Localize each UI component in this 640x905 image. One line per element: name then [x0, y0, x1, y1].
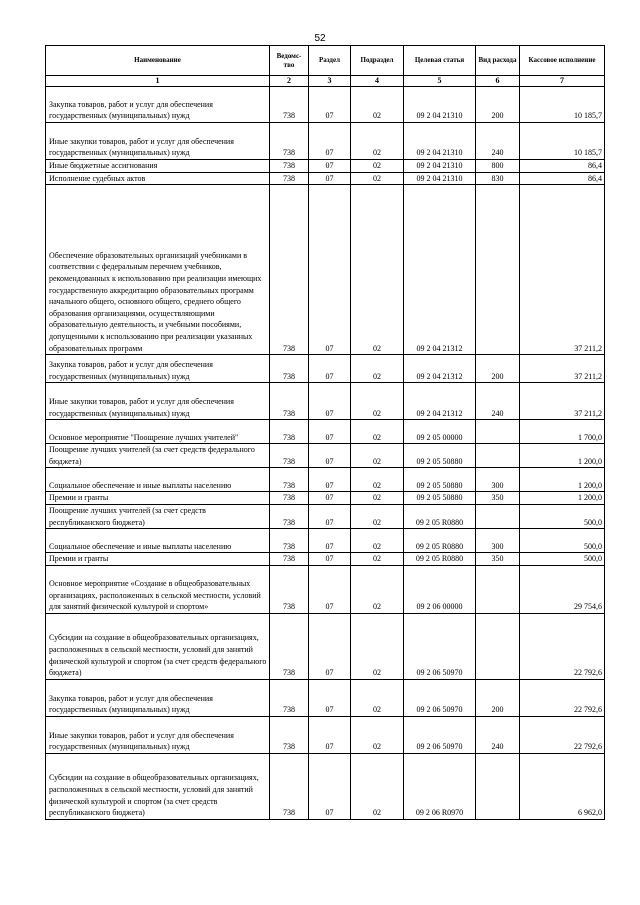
row-type-cell: [476, 504, 520, 528]
row-subsection-cell: 02: [351, 679, 404, 716]
row-type-cell: 300: [476, 468, 520, 492]
row-section-cell: 07: [309, 383, 351, 420]
row-target-cell: 09 2 04 21310: [404, 172, 476, 185]
column-number: 5: [404, 76, 476, 87]
row-amount-cell: 500,0: [520, 529, 605, 553]
table-row: [46, 185, 605, 355]
row-amount-cell: 6 962,0: [520, 753, 605, 819]
row-target-cell: 09 2 04 21312: [404, 355, 476, 383]
row-dept-cell: 738: [270, 716, 309, 753]
row-type-cell: 350: [476, 553, 520, 566]
row-subsection-cell: 02: [351, 529, 404, 553]
row-type-cell: 800: [476, 160, 520, 173]
row-type-cell: 240: [476, 123, 520, 160]
row-type-cell: [476, 565, 520, 613]
row-subsection-cell: 02: [351, 420, 404, 444]
row-target-cell: 09 2 04 21310: [404, 160, 476, 173]
row-amount-cell: 1 200,0: [520, 444, 605, 468]
row-target-cell: 09 2 04 21312: [404, 185, 476, 355]
row-section-cell: 07: [309, 613, 351, 679]
row-subsection-cell: 02: [351, 468, 404, 492]
row-type-cell: [476, 444, 520, 468]
row-name-cell: Иные закупки товаров, работ и услуг для обеспечения государственных (муниципальных) нужд: [46, 383, 270, 420]
column-number-row: [46, 76, 605, 87]
row-target-cell: 09 2 05 50880: [404, 444, 476, 468]
row-section-cell: 07: [309, 444, 351, 468]
row-dept-cell: 738: [270, 123, 309, 160]
row-name-cell: Обеспечение образовательных организаций учебниками в соответствии с федеральным перечнем учебников, рекомендованных к использованию при реализации имеющих государственную аккредитацию образовательных программ начального общего, основного общего, среднего общего образования организациями, осуществляющими образовательную деятельность, и учебными пособиями, допущенными к использованию при реализации указанных образовательных программ: [46, 185, 270, 355]
column-number: 1: [46, 76, 270, 87]
row-amount-cell: 86,4: [520, 172, 605, 185]
row-amount-cell: 37 211,2: [520, 383, 605, 420]
column-number: 2: [270, 76, 309, 87]
row-name-cell: Премии и гранты: [46, 553, 270, 566]
row-type-cell: [476, 613, 520, 679]
row-dept-cell: 738: [270, 492, 309, 505]
row-amount-cell: 10 185,7: [520, 87, 605, 123]
row-name-cell: Субсидии на создание в общеобразовательных организациях, расположенных в сельской местности, условий для занятий физической культурой и спортом (за счет средств республиканского бюджета): [46, 753, 270, 819]
row-subsection-cell: 02: [351, 565, 404, 613]
header-subsection: Подраздел: [351, 46, 404, 76]
table-row: [46, 87, 605, 123]
header-section: Раздел: [309, 46, 351, 76]
row-amount-cell: 22 792,6: [520, 613, 605, 679]
row-target-cell: 09 2 05 50880: [404, 468, 476, 492]
row-section-cell: 07: [309, 160, 351, 173]
row-type-cell: 830: [476, 172, 520, 185]
row-type-cell: 240: [476, 716, 520, 753]
row-type-cell: [476, 753, 520, 819]
row-dept-cell: 738: [270, 613, 309, 679]
table-body: [46, 87, 605, 820]
row-section-cell: 07: [309, 753, 351, 819]
row-dept-cell: 738: [270, 172, 309, 185]
table-row: [46, 716, 605, 753]
table-row: [46, 444, 605, 468]
row-section-cell: 07: [309, 553, 351, 566]
row-section-cell: 07: [309, 716, 351, 753]
row-target-cell: 09 2 05 R0880: [404, 553, 476, 566]
row-target-cell: 09 2 05 00000: [404, 420, 476, 444]
row-section-cell: 07: [309, 679, 351, 716]
row-amount-cell: 1 200,0: [520, 468, 605, 492]
table-row: [46, 529, 605, 553]
column-number: 6: [476, 76, 520, 87]
row-amount-cell: 37 211,2: [520, 185, 605, 355]
table-row: [46, 160, 605, 173]
table-row: [46, 753, 605, 819]
row-type-cell: 200: [476, 679, 520, 716]
row-section-cell: 07: [309, 504, 351, 528]
row-subsection-cell: 02: [351, 355, 404, 383]
row-dept-cell: 738: [270, 87, 309, 123]
row-subsection-cell: 02: [351, 160, 404, 173]
row-name-cell: Закупка товаров, работ и услуг для обеспечения государственных (муниципальных) нужд: [46, 355, 270, 383]
row-amount-cell: 1 700,0: [520, 420, 605, 444]
budget-table: [45, 45, 605, 820]
row-amount-cell: 22 792,6: [520, 679, 605, 716]
column-number: 3: [309, 76, 351, 87]
row-target-cell: 09 2 06 50970: [404, 679, 476, 716]
row-target-cell: 09 2 04 21310: [404, 123, 476, 160]
row-target-cell: 09 2 06 R0970: [404, 753, 476, 819]
table-row: [46, 172, 605, 185]
row-dept-cell: 738: [270, 753, 309, 819]
table-row: [46, 492, 605, 505]
row-type-cell: 300: [476, 529, 520, 553]
row-subsection-cell: 02: [351, 504, 404, 528]
row-dept-cell: 738: [270, 160, 309, 173]
table-row: [46, 420, 605, 444]
row-subsection-cell: 02: [351, 553, 404, 566]
row-type-cell: 200: [476, 355, 520, 383]
header-name: Наименование: [46, 46, 270, 76]
table-row: [46, 504, 605, 528]
row-type-cell: 350: [476, 492, 520, 505]
row-target-cell: 09 2 05 R0880: [404, 529, 476, 553]
header-target: Целевая статья: [404, 46, 476, 76]
row-name-cell: Основное мероприятие «Создание в общеобразовательных организациях, расположенных в сельской местности, условий для занятий физической культурой и спортом»: [46, 565, 270, 613]
row-section-cell: 07: [309, 468, 351, 492]
page-number: 52: [314, 33, 326, 44]
row-subsection-cell: 02: [351, 123, 404, 160]
row-name-cell: Закупка товаров, работ и услуг для обеспечения государственных (муниципальных) нужд: [46, 679, 270, 716]
row-amount-cell: 500,0: [520, 504, 605, 528]
row-name-cell: Иные бюджетные ассигнования: [46, 160, 270, 173]
table-row: [46, 553, 605, 566]
row-name-cell: Социальное обеспечение и иные выплаты населению: [46, 529, 270, 553]
row-dept-cell: 738: [270, 185, 309, 355]
row-amount-cell: 29 754,6: [520, 565, 605, 613]
header-amount: Кассовое исполнение: [520, 46, 605, 76]
row-name-cell: Закупка товаров, работ и услуг для обеспечения государственных (муниципальных) нужд: [46, 87, 270, 123]
row-type-cell: 240: [476, 383, 520, 420]
row-amount-cell: 10 185,7: [520, 123, 605, 160]
row-type-cell: [476, 420, 520, 444]
row-subsection-cell: 02: [351, 444, 404, 468]
header-row: [46, 46, 605, 76]
row-dept-cell: 738: [270, 553, 309, 566]
row-dept-cell: 738: [270, 565, 309, 613]
row-subsection-cell: 02: [351, 172, 404, 185]
row-subsection-cell: 02: [351, 492, 404, 505]
row-amount-cell: 1 200,0: [520, 492, 605, 505]
row-dept-cell: 738: [270, 355, 309, 383]
row-target-cell: 09 2 05 R0880: [404, 504, 476, 528]
row-subsection-cell: 02: [351, 383, 404, 420]
row-section-cell: 07: [309, 355, 351, 383]
row-section-cell: 07: [309, 185, 351, 355]
row-section-cell: 07: [309, 123, 351, 160]
row-type-cell: [476, 185, 520, 355]
row-dept-cell: 738: [270, 420, 309, 444]
table-row: [46, 123, 605, 160]
row-section-cell: 07: [309, 87, 351, 123]
table-row: [46, 679, 605, 716]
row-subsection-cell: 02: [351, 87, 404, 123]
row-dept-cell: 738: [270, 504, 309, 528]
row-type-cell: 200: [476, 87, 520, 123]
column-number: 7: [520, 76, 605, 87]
row-section-cell: 07: [309, 529, 351, 553]
row-section-cell: 07: [309, 420, 351, 444]
row-name-cell: Социальное обеспечение и иные выплаты населению: [46, 468, 270, 492]
table-row: [46, 355, 605, 383]
column-number: 4: [351, 76, 404, 87]
row-name-cell: Иные закупки товаров, работ и услуг для обеспечения государственных (муниципальных) нужд: [46, 123, 270, 160]
row-name-cell: Исполнение судебных актов: [46, 172, 270, 185]
row-amount-cell: 500,0: [520, 553, 605, 566]
row-section-cell: 07: [309, 492, 351, 505]
row-name-cell: Иные закупки товаров, работ и услуг для обеспечения государственных (муниципальных) нужд: [46, 716, 270, 753]
header-dept: Ведомс-тво: [270, 46, 309, 76]
row-target-cell: 09 2 04 21312: [404, 383, 476, 420]
row-dept-cell: 738: [270, 529, 309, 553]
row-name-cell: Основное мероприятие "Поощрение лучших учителей": [46, 420, 270, 444]
row-name-cell: Премии и гранты: [46, 492, 270, 505]
row-dept-cell: 738: [270, 468, 309, 492]
row-section-cell: 07: [309, 172, 351, 185]
table-row: [46, 613, 605, 679]
table-row: [46, 383, 605, 420]
row-amount-cell: 86,4: [520, 160, 605, 173]
row-subsection-cell: 02: [351, 185, 404, 355]
row-subsection-cell: 02: [351, 753, 404, 819]
row-subsection-cell: 02: [351, 613, 404, 679]
row-target-cell: 09 2 06 00000: [404, 565, 476, 613]
row-section-cell: 07: [309, 565, 351, 613]
row-name-cell: Поощрение лучших учителей (за счет средств республиканского бюджета): [46, 504, 270, 528]
table-row: [46, 565, 605, 613]
row-name-cell: Субсидии на создание в общеобразовательных организациях, расположенных в сельской местности, условий для занятий физической культурой и спортом (за счет средств федерального бюджета): [46, 613, 270, 679]
table-row: [46, 468, 605, 492]
row-target-cell: 09 2 06 50970: [404, 613, 476, 679]
row-subsection-cell: 02: [351, 716, 404, 753]
row-dept-cell: 738: [270, 679, 309, 716]
header-type: Вид расхода: [476, 46, 520, 76]
row-amount-cell: 37 211,2: [520, 355, 605, 383]
row-target-cell: 09 2 05 50880: [404, 492, 476, 505]
row-target-cell: 09 2 06 50970: [404, 716, 476, 753]
row-name-cell: Поощрение лучших учителей (за счет средств федерального бюджета): [46, 444, 270, 468]
row-dept-cell: 738: [270, 383, 309, 420]
row-dept-cell: 738: [270, 444, 309, 468]
row-amount-cell: 22 792,6: [520, 716, 605, 753]
row-target-cell: 09 2 04 21310: [404, 87, 476, 123]
